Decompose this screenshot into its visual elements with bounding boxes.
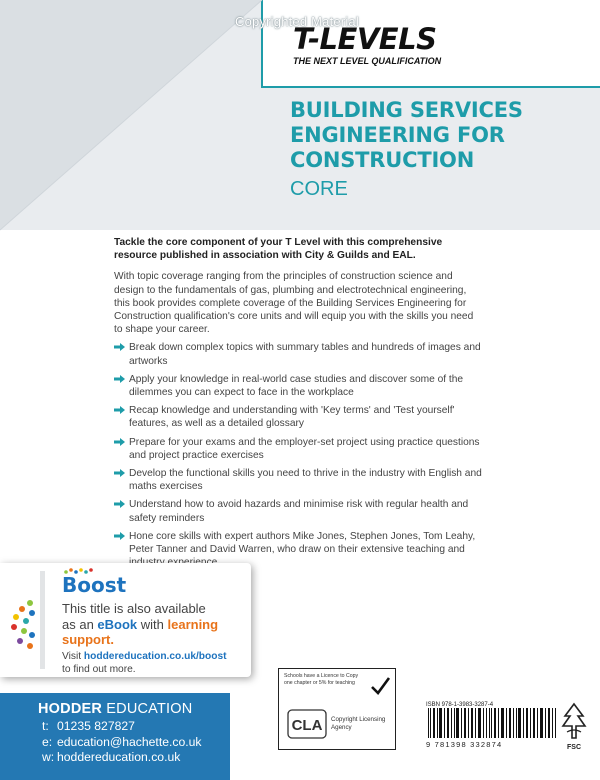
arrow-bullet-icon <box>114 438 125 446</box>
title-line: CONSTRUCTION <box>290 148 475 172</box>
feature-list <box>114 341 484 569</box>
publisher-name: HODDER EDUCATION <box>38 701 193 717</box>
arrow-bullet-icon <box>114 532 125 540</box>
list-item: Apply your knowledge in real-world case studies and discover some of the dilemmes you can expect to face in the workplace <box>114 373 484 399</box>
title-line: ENGINEERING FOR <box>290 123 505 147</box>
cla-licence-box <box>278 668 396 750</box>
watermark-text: Copyrighted Material <box>235 14 359 29</box>
fsc-tree-icon <box>561 702 587 742</box>
publisher-contact <box>0 693 230 780</box>
list-item: Recap knowledge and understanding with 'Key terms' and 'Test yourself' features, as well as a detailed glossary <box>114 404 484 430</box>
arrow-bullet-icon <box>114 469 125 477</box>
colour-dots-icon <box>8 599 38 649</box>
boost-description: This title is also available as an eBook with learning support. <box>62 601 219 647</box>
t-levels-logo <box>293 22 473 66</box>
list-item: Develop the functional skills you need to thrive in the industry with English and maths exercises <box>114 467 484 493</box>
tick-icon <box>369 675 391 697</box>
list-item: Hone core skills with expert authors Mike Jones, Stephen Jones, Tom Leahy, Peter Tanner and David Warren, who draw on their extensive teaching and <box>114 530 484 570</box>
arrow-bullet-icon <box>114 406 125 414</box>
cla-licence-text: Schools have a Licence to Copy one chapter or 5% for teaching <box>284 673 359 686</box>
barcode <box>426 708 558 738</box>
boost-title: Boost <box>62 573 127 597</box>
arrow-bullet-icon <box>114 375 125 383</box>
lead-paragraph: Tackle the core component of your T Level with this comprehensive resource published in association with City & Guilds and EAL. <box>114 237 443 262</box>
isbn-label: ISBN 978-1-3983-3287-4 <box>426 702 494 708</box>
arrow-bullet-icon <box>114 343 125 351</box>
email-row: e: education@hachette.co.uk <box>42 734 202 749</box>
phone-row: t: 01235 827827 <box>42 719 135 733</box>
fsc-label: FSC <box>567 744 581 751</box>
boost-panel <box>0 563 251 677</box>
barcode-digits: 9 781398 332874 <box>426 740 503 749</box>
contact-details <box>42 719 202 766</box>
list-item: Break down complex topics with summary tables and hundreds of images and artworks <box>114 341 484 367</box>
cla-agency-name: Copyright Licensing Agency <box>331 716 386 731</box>
website-row: w: hoddereducation.co.uk <box>42 750 181 764</box>
book-subtitle: CORE <box>290 178 348 200</box>
title-line: BUILDING SERVICES <box>290 98 523 122</box>
arrow-bullet-icon <box>114 500 125 508</box>
logo-wordmark: T-LEVELS <box>293 22 437 56</box>
svg-text:CLA: CLA <box>291 717 323 734</box>
boost-link[interactable]: hoddereducation.co.uk/boost <box>83 651 227 662</box>
cla-logo <box>287 709 327 739</box>
blurb <box>114 236 484 574</box>
boost-visit-text: Visit hoddereducation.co.uk/boost to find out more. <box>62 651 227 675</box>
boost-divider <box>40 571 45 669</box>
book-title <box>290 98 590 201</box>
logo-tagline: THE NEXT LEVEL QUALIFICATION <box>293 56 442 66</box>
intro-paragraph: With topic coverage ranging from the principles of construction science and design to the fundamentals of gas, plumbing and electrotechnical engineering, this book provides complete coverage of the Building Services Engineering for Construction qualification's core units and will equip you with the skills you need to shape your career. <box>114 271 474 336</box>
website-link[interactable]: hoddereducation.co.uk <box>57 750 181 764</box>
list-item: Understand how to avoid hazards and minimise risk with regular health and safety reminders <box>114 498 484 524</box>
email-link[interactable]: education@hachette.co.uk <box>57 734 202 749</box>
list-item: Prepare for your exams and the employer-set project using practice questions and project practice exercises <box>114 436 484 462</box>
